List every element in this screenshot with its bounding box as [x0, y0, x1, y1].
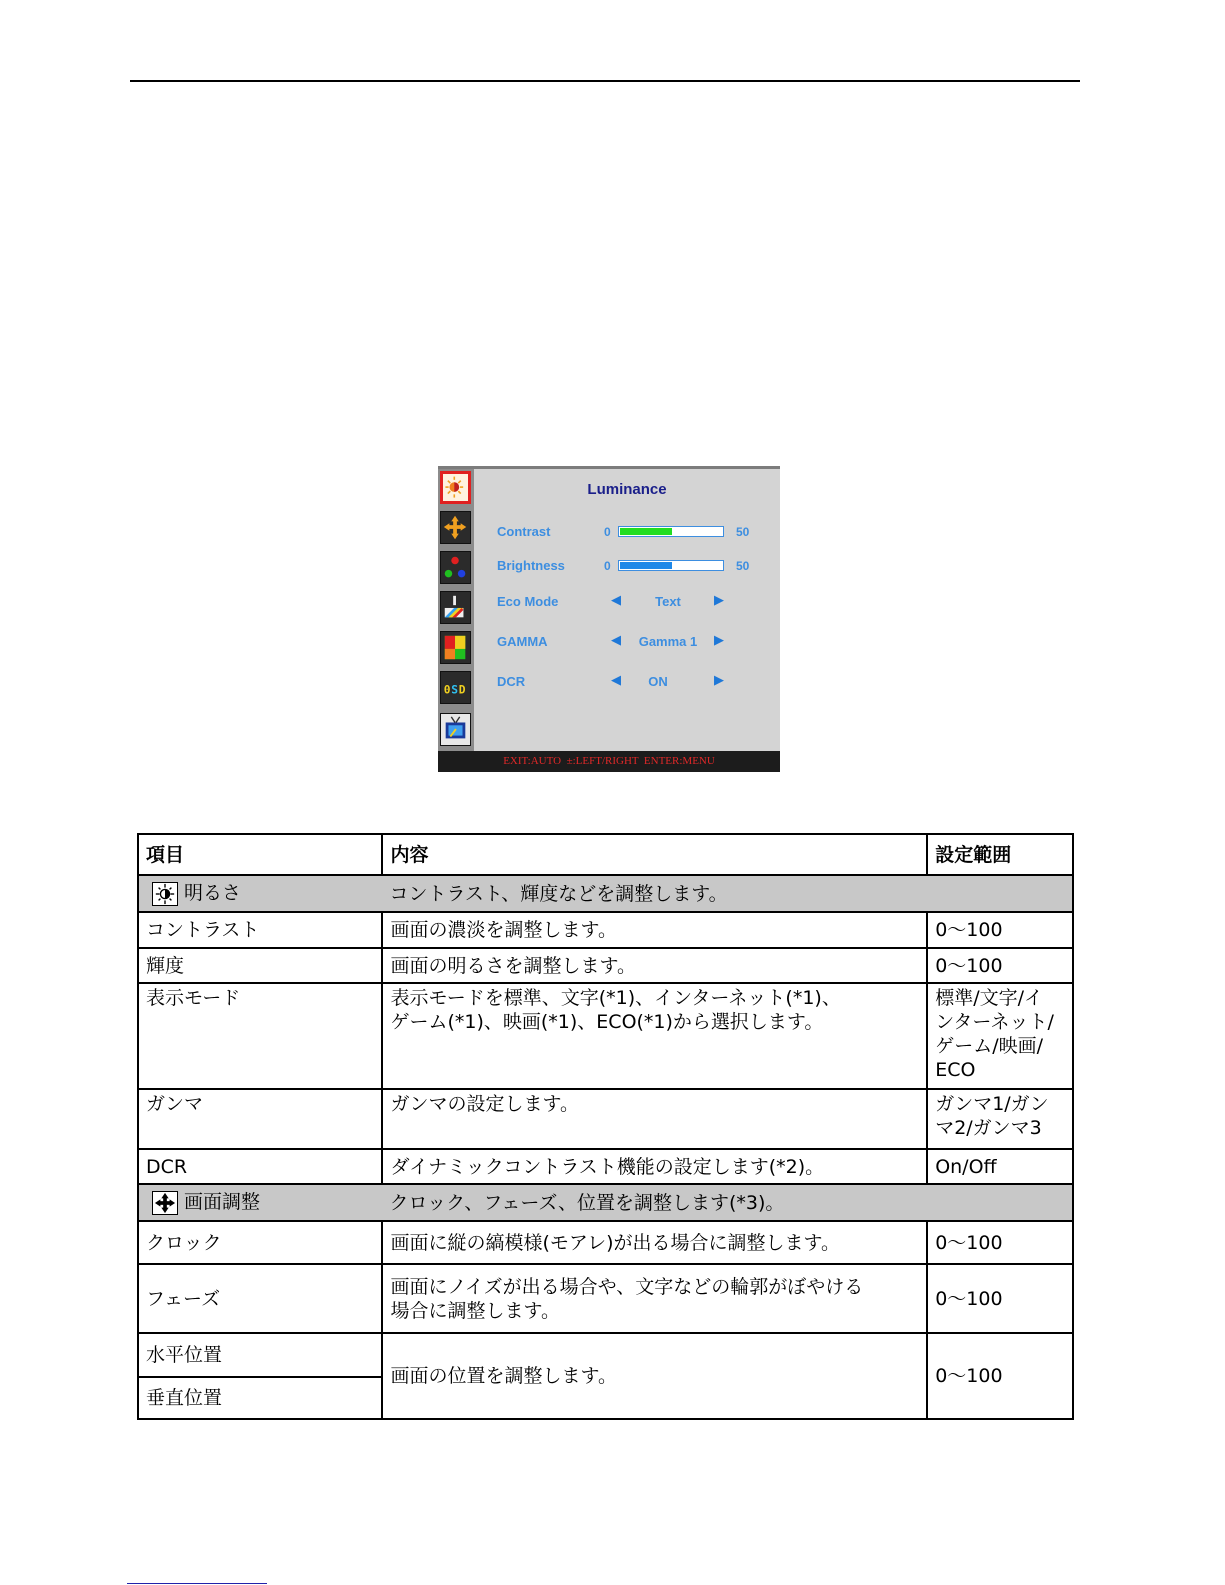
setting-icon[interactable] — [440, 631, 471, 664]
brightness-slider-fill — [620, 562, 672, 569]
row-range-line: ECO — [935, 1059, 976, 1081]
table-header-row — [138, 834, 1073, 875]
dcr-label: DCR — [497, 674, 526, 689]
svg-text:D: D — [458, 683, 466, 697]
row-desc-line: 表示モードを標準、文字(*1)、インターネット(*1)、 — [390, 987, 841, 1009]
row-desc-line: 場合に調整します。 — [390, 1299, 560, 1322]
section-name — [138, 1184, 382, 1221]
contrast-label: Contrast — [497, 524, 551, 539]
table-row — [138, 1221, 1073, 1264]
row-desc — [382, 983, 927, 1089]
brightness-icon[interactable] — [440, 471, 471, 504]
row-item: 水平位置 — [138, 1333, 382, 1377]
row-desc-line: 画面にノイズが出る場合や、文字などの輪郭がぼやける — [390, 1275, 864, 1298]
row-range-line: マ2/ガンマ3 — [935, 1117, 1042, 1139]
table-row — [138, 983, 1073, 1089]
row-range: 0～100 — [927, 1221, 1073, 1264]
gamma-left-arrow-icon[interactable]: ◀ — [611, 633, 621, 648]
footer-link-rule — [127, 1583, 267, 1584]
row-item: クロック — [138, 1221, 382, 1264]
table-row — [138, 1149, 1073, 1184]
row-range-line: ゲーム/映画/ — [935, 1035, 1043, 1057]
svg-text:0: 0 — [443, 683, 451, 697]
row-desc: 画面の明るさを調整します。 — [382, 948, 927, 983]
brightness-label: Brightness — [497, 558, 565, 573]
tv-icon[interactable] — [440, 713, 471, 746]
brightness-slider[interactable] — [618, 560, 724, 571]
section-name — [138, 875, 382, 912]
row-desc: 画面の位置を調整します。 — [382, 1333, 927, 1419]
position-icon[interactable] — [440, 511, 471, 544]
table-row — [138, 948, 1073, 983]
brightness-icon — [152, 882, 178, 906]
row-range — [927, 1089, 1073, 1149]
color-icon[interactable] — [440, 551, 471, 584]
row-range-line: ンターネット/ — [935, 1011, 1054, 1033]
row-range: 0～100 — [927, 1264, 1073, 1333]
section-row-screen-adjust — [138, 1184, 1073, 1221]
dcr-left-arrow-icon[interactable]: ◀ — [611, 673, 621, 688]
section-desc: コントラスト、輝度などを調整します。 — [382, 875, 1073, 912]
row-item: 垂直位置 — [138, 1377, 382, 1419]
contrast-slider-fill — [620, 528, 672, 535]
section-name-text: 明るさ — [184, 882, 242, 905]
dcr-right-arrow-icon[interactable]: ▶ — [714, 673, 724, 688]
gamma-label: GAMMA — [497, 634, 548, 649]
row-desc: ガンマの設定します。 — [382, 1089, 927, 1149]
row-item: コントラスト — [138, 912, 382, 948]
row-range-line: 標準/文字/イ — [935, 987, 1043, 1009]
gamma-right-arrow-icon[interactable]: ▶ — [714, 633, 724, 648]
contrast-slider[interactable] — [618, 526, 724, 537]
row-range-line: ガンマ1/ガン — [935, 1093, 1049, 1115]
contrast-min: 0 — [604, 525, 611, 539]
contrast-max: 50 — [736, 525, 750, 539]
gamma-value: Gamma 1 — [638, 634, 698, 649]
osd-menu — [438, 466, 780, 772]
osd-sidebar — [438, 469, 474, 751]
row-item: ガンマ — [138, 1089, 382, 1149]
osd-icon[interactable] — [440, 671, 471, 704]
table-row — [138, 912, 1073, 948]
table-row — [138, 1264, 1073, 1333]
row-item: フェーズ — [138, 1264, 382, 1333]
row-item: DCR — [138, 1149, 382, 1184]
header-item: 項目 — [138, 834, 382, 875]
eco-mode-label: Eco Mode — [497, 594, 559, 609]
row-desc: ダイナミックコントラスト機能の設定します(*2)。 — [382, 1149, 927, 1184]
section-row-luminance — [138, 875, 1073, 912]
brightness-min: 0 — [604, 559, 611, 573]
header-content: 内容 — [382, 834, 927, 875]
row-desc — [382, 1264, 927, 1333]
osd-title: Luminance — [587, 481, 667, 498]
row-item: 輝度 — [138, 948, 382, 983]
svg-text:S: S — [451, 683, 459, 697]
table-row — [138, 1333, 1073, 1377]
row-desc-line: ゲーム(*1)、映画(*1)、ECO(*1)から選択します。 — [390, 1011, 824, 1033]
row-range — [927, 983, 1073, 1089]
brightness-max: 50 — [736, 559, 750, 573]
header-rule — [130, 80, 1080, 82]
section-name-text: 画面調整 — [184, 1191, 261, 1214]
eco-mode-left-arrow-icon[interactable]: ◀ — [611, 593, 621, 608]
row-item: 表示モード — [138, 983, 382, 1089]
eco-mode-right-arrow-icon[interactable]: ▶ — [714, 593, 724, 608]
spec-table — [137, 833, 1074, 1420]
row-range: 0～100 — [927, 912, 1073, 948]
row-range: 0～100 — [927, 1333, 1073, 1419]
osd-footer-hint: EXIT:AUTO ±:LEFT/RIGHT ENTER:MENU — [438, 751, 780, 772]
row-range: 0～100 — [927, 948, 1073, 983]
header-range: 設定範囲 — [927, 834, 1073, 875]
picture-icon[interactable] — [440, 591, 471, 624]
section-desc: クロック、フェーズ、位置を調整します(*3)。 — [382, 1184, 1073, 1221]
position-icon — [152, 1191, 178, 1215]
row-desc: 画面に縦の縞模様(モアレ)が出る場合に調整します。 — [382, 1221, 927, 1264]
table-row — [138, 1089, 1073, 1149]
row-range: On/Off — [927, 1149, 1073, 1184]
eco-mode-value: Text — [655, 594, 681, 609]
row-desc: 画面の濃淡を調整します。 — [382, 912, 927, 948]
dcr-value: ON — [648, 674, 668, 689]
